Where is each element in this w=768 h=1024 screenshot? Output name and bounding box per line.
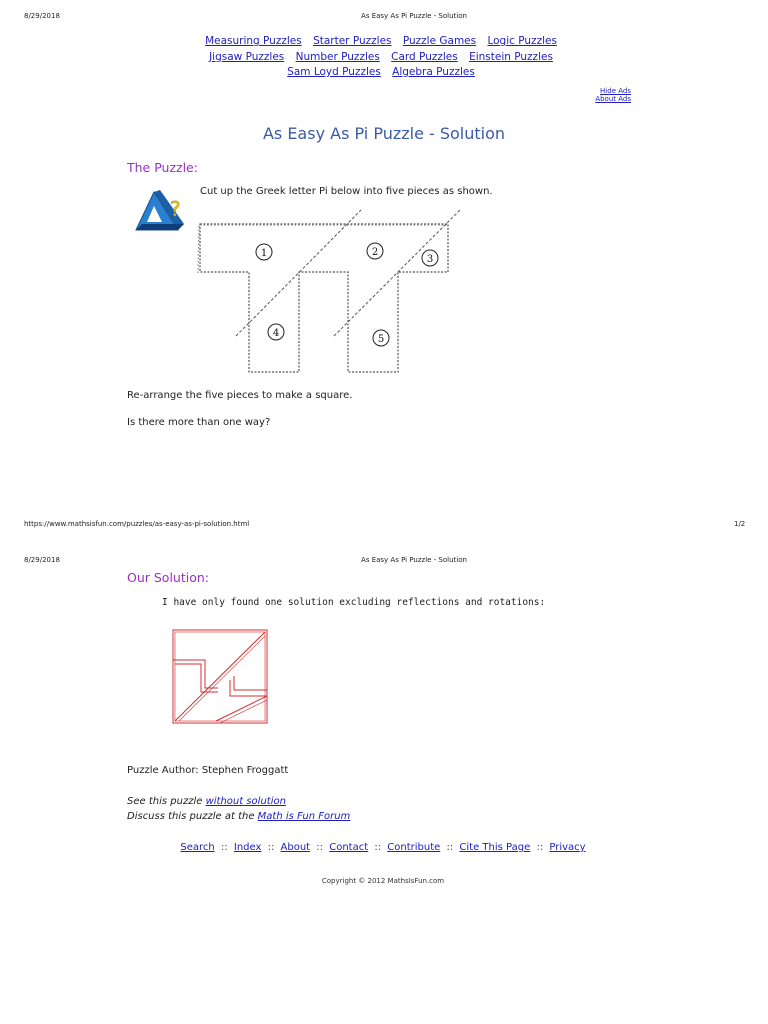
solution-heading: Our Solution:	[127, 570, 210, 585]
footer-separator: ::	[316, 842, 324, 853]
footer-link-contact[interactable]: Contact	[329, 842, 369, 853]
puzzle-intro: Cut up the Greek letter Pi below into five pieces as shown.	[200, 186, 493, 197]
puzzle-heading: The Puzzle:	[127, 160, 198, 175]
nav-link-logic-puzzles[interactable]: Logic Puzzles	[487, 35, 557, 47]
pi-outline	[198, 224, 448, 372]
nav-link-number-puzzles[interactable]: Number Puzzles	[295, 50, 380, 63]
see-line	[127, 796, 286, 807]
pi-diagram	[196, 206, 466, 376]
print-date: 8/29/2018	[24, 12, 60, 20]
page-title: As Easy As Pi Puzzle - Solution	[262, 124, 506, 143]
piece-label-5: 5	[377, 334, 385, 345]
puzzle-nav	[0, 34, 762, 81]
footer-link-about[interactable]: About	[280, 842, 311, 853]
svg-text:?: ?	[170, 197, 181, 221]
piece-label-4: 4	[272, 328, 280, 339]
piece-label-1: 1	[260, 248, 268, 259]
footer-separator: ::	[374, 842, 382, 853]
rearrange-text: Re-arrange the five pieces to make a square.	[127, 390, 353, 401]
print-date-2: 8/29/2018	[24, 556, 60, 564]
piece-label-2: 2	[371, 247, 379, 258]
nav-link-jigsaw-puzzles[interactable]: Jigsaw Puzzles	[209, 50, 285, 63]
forum-link[interactable]: Math is Fun Forum	[257, 811, 351, 822]
nav-link-sam-loyd-puzzles[interactable]: Sam Loyd Puzzles	[287, 66, 381, 78]
nav-link-algebra-puzzles[interactable]: Algebra Puzzles	[392, 66, 475, 78]
triangle-question-icon	[134, 188, 186, 236]
print-title-2: As Easy As Pi Puzzle - Solution	[361, 556, 467, 564]
footer-link-privacy[interactable]: Privacy	[549, 842, 586, 853]
nav-link-starter-puzzles[interactable]: Starter Puzzles	[313, 35, 392, 47]
hide-ads-link[interactable]: Hide Ads	[600, 87, 631, 95]
footer-separator: ::	[536, 842, 544, 853]
discuss-line	[127, 811, 350, 822]
footer-link-cite[interactable]: Cite This Page	[459, 842, 531, 853]
footer-nav	[0, 842, 766, 853]
footer-link-index[interactable]: Index	[233, 842, 262, 853]
footer-link-search[interactable]: Search	[180, 842, 215, 853]
nav-link-puzzle-games[interactable]: Puzzle Games	[402, 35, 477, 47]
without-solution-link[interactable]: without solution	[205, 796, 286, 807]
solution-lines	[173, 630, 267, 723]
footer-link-contribute[interactable]: Contribute	[387, 842, 441, 853]
nav-row-1	[0, 34, 762, 50]
question-text: Is there more than one way?	[127, 417, 271, 428]
nav-link-einstein-puzzles[interactable]: Einstein Puzzles	[469, 50, 553, 63]
nav-link-measuring-puzzles[interactable]: Measuring Puzzles	[205, 35, 302, 47]
about-ads-link[interactable]: About Ads	[595, 95, 631, 103]
nav-link-card-puzzles[interactable]: Card Puzzles	[391, 50, 458, 63]
copyright: Copyright © 2012 MathsIsFun.com	[321, 877, 445, 885]
page-number: 1/2	[734, 520, 746, 528]
nav-row-2	[0, 50, 762, 66]
footer-separator: ::	[267, 842, 275, 853]
discuss-prefix: Discuss this puzzle at the	[127, 811, 258, 822]
print-url: https://www.mathsisfun.com/puzzles/as-easy-as-pi-solution.html	[24, 520, 250, 528]
solution-text: I have only found one solution excluding reflections and rotations:	[162, 597, 546, 608]
puzzle-author: Puzzle Author: Stephen Froggatt	[127, 765, 289, 776]
print-title: As Easy As Pi Puzzle - Solution	[361, 12, 467, 20]
piece-label-3: 3	[426, 254, 434, 265]
see-prefix: See this puzzle	[127, 796, 206, 807]
footer-separator: ::	[220, 842, 228, 853]
nav-row-3	[0, 65, 762, 81]
footer-separator: ::	[446, 842, 454, 853]
solution-diagram	[170, 628, 270, 726]
